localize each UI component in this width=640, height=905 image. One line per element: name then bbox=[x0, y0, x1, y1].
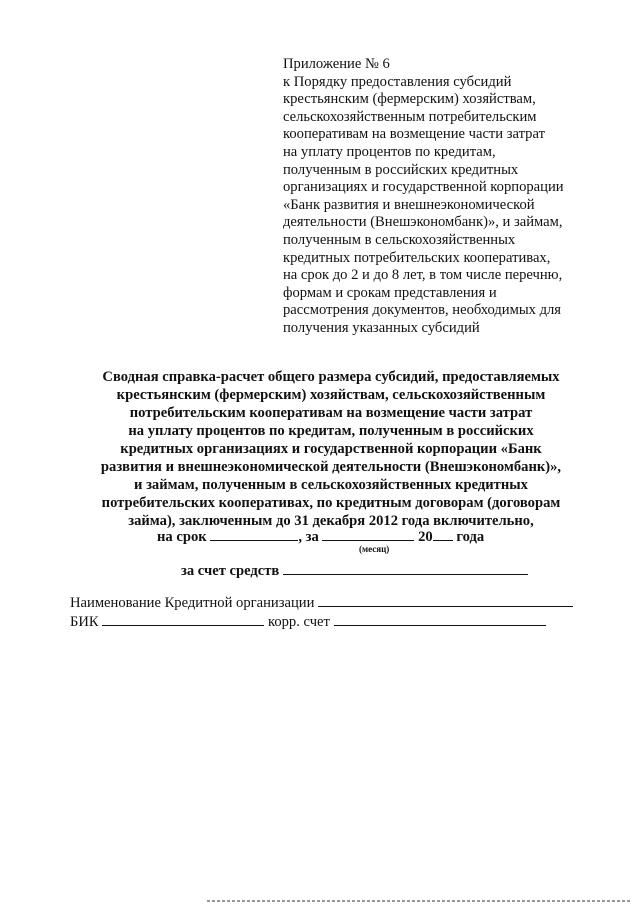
appendix-text-line: деятельности (Внешэкономбанк)», и займам, bbox=[283, 214, 563, 231]
appendix-text-line: сельскохозяйственным потребительским bbox=[283, 108, 537, 125]
title-line: развития и внешнеэкономической деятельности (Внешэкономбанк)», bbox=[100, 459, 562, 475]
appendix-text-line: полученным в российских кредитных bbox=[283, 161, 519, 178]
appendix-text-line: крестьянским (фермерским) хозяйствам, bbox=[283, 91, 536, 108]
scan-edge-mark bbox=[207, 900, 631, 902]
appendix-number: Приложение № 6 bbox=[283, 56, 390, 72]
term-blank-field[interactable] bbox=[210, 526, 298, 541]
appendix-text-line: рассмотрения документов, необходимых для bbox=[283, 302, 561, 319]
appendix-text-line: организациях и государственной корпорации bbox=[283, 179, 564, 196]
appendix-text-line: «Банк развития и внешнеэкономической bbox=[283, 196, 535, 213]
organization-row bbox=[70, 592, 573, 612]
year-label: года bbox=[456, 529, 485, 545]
appendix-text-line: к Порядку предоставления субсидий bbox=[283, 73, 512, 90]
appendix-text-line: кредитных потребительских кооперативах, bbox=[283, 249, 551, 266]
month-blank-field[interactable] bbox=[322, 526, 414, 541]
title-line: на уплату процентов по кредитам, полученным в российских bbox=[128, 423, 534, 439]
year-blank-field[interactable] bbox=[433, 526, 453, 541]
year-prefix: 20 bbox=[418, 529, 433, 545]
organization-blank-field[interactable] bbox=[318, 592, 573, 607]
title-line: Сводная справка-расчет общего размера субсидий, предоставляемых bbox=[102, 369, 560, 385]
appendix-text-line: на срок до 2 и до 8 лет, в том числе перечню, bbox=[283, 267, 563, 284]
bik-label: БИК bbox=[70, 614, 99, 630]
term-row bbox=[157, 526, 484, 546]
title-line: потребительских кооперативах, по кредитным договорам (договорам bbox=[101, 495, 561, 511]
month-caption: (месяц) bbox=[359, 544, 390, 554]
appendix-text-line: полученным в сельскохозяйственных bbox=[283, 231, 516, 248]
appendix-text-line: получения указанных субсидий bbox=[283, 319, 480, 336]
corr-account-blank-field[interactable] bbox=[334, 611, 546, 626]
title-line: крестьянским (фермерским) хозяйствам, сельскохозяйственным bbox=[116, 387, 546, 403]
appendix-header bbox=[283, 56, 613, 338]
for-label: , за bbox=[298, 529, 319, 545]
title-line: займа), заключенным до 31 декабря 2012 года включительно, bbox=[128, 513, 534, 529]
title-line: кредитных организациях и государственной корпорации «Банк bbox=[120, 441, 542, 457]
bik-row bbox=[70, 611, 546, 631]
title-line: и займам, полученным в сельскохозяйственных кредитных bbox=[134, 477, 528, 493]
appendix-text-line: кооперативам на возмещение части затрат bbox=[283, 126, 545, 143]
funds-blank-field[interactable] bbox=[283, 560, 528, 575]
corr-account-label: корр. счет bbox=[267, 614, 330, 630]
term-label: на срок bbox=[157, 529, 207, 545]
bik-blank-field[interactable] bbox=[102, 611, 264, 626]
funds-row bbox=[181, 560, 528, 580]
appendix-text-line: на уплату процентов по кредитам, bbox=[283, 143, 496, 160]
organization-label: Наименование Кредитной организации bbox=[70, 595, 315, 611]
title-line: потребительским кооперативам на возмещение части затрат bbox=[129, 405, 533, 421]
appendix-text-line: формам и срокам представления и bbox=[283, 284, 497, 301]
funds-label: за счет средств bbox=[181, 563, 280, 579]
document-title bbox=[66, 368, 596, 530]
